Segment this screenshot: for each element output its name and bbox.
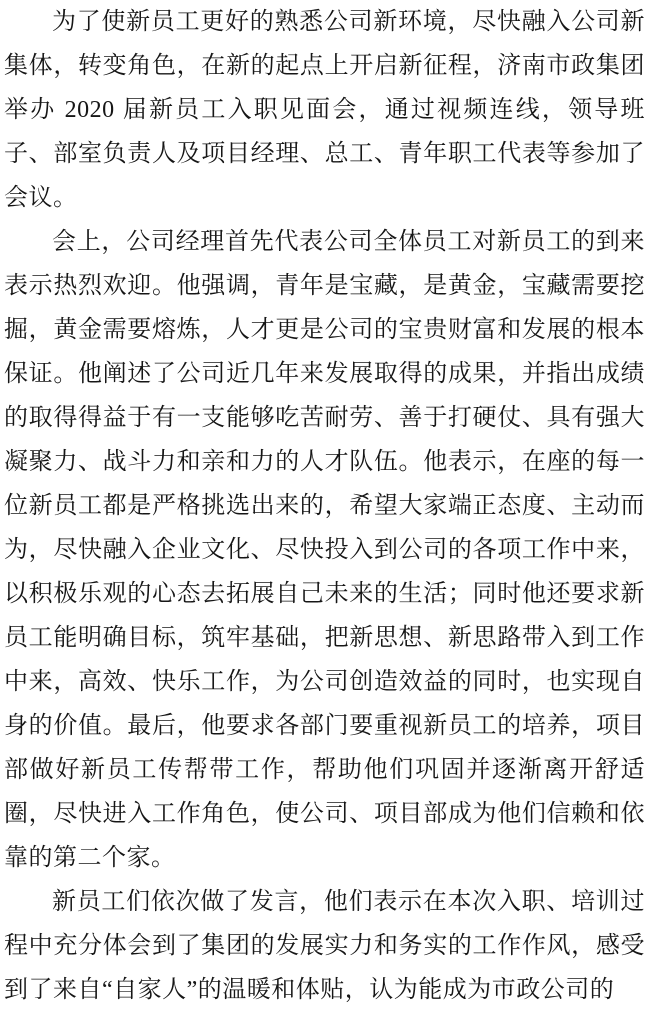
paragraph-intro: 为了使新员工更好的熟悉公司新环境，尽快融入公司新集体，转变角色，在新的起点上开启新征程，济南市政集团举办 2020 届新员工入职见面会，通过视频连线，领导班子、部室负责人及项目经理、总工、青年职工代表等参加了会议。 — [4, 9, 645, 211]
paragraph-manager-speech: 会上，公司经理首先代表公司全体员工对新员工的到来表示热烈欢迎。他强调，青年是宝藏，是黄金，宝藏需要挖掘，黄金需要熔炼，人才更是公司的宝贵财富和发展的根本保证。他阐述了公司近几年来发展取得的成果，并指出成绩的取得得益于有一支能够吃苦耐劳、善于打硬仗、具有强大凝聚力、战斗力和亲和力的人才队伍。他表示，在座的每一位新员工都是严格挑选出来的，希望大家端正态度、主动而为，尽快融入企业文化、尽快投入到公司的各项工作中来，以积极乐观的心态去拓展自己未来的生活；同时他还要求新员工能明确目标，筑牢基础，把新思想、新思路带入到工作中来，高效、快乐工作，为公司创造效益的同时，也实现自身的价值。最后，他要求各部门要重视新员工的培养，项目部做好新员工传帮带工作，帮助他们巩固并逐渐离开舒适圈，尽快进入工作角色，使公司、项目部成为他们信赖和依靠的第二个家。 — [4, 229, 645, 871]
paragraph-new-employees: 新员工们依次做了发言，他们表示在本次入职、培训过程中充分体会到了集团的发展实力和务实的工作作风，感受到了来自“自家人”的温暖和体贴，认为能成为市政公司的 — [4, 889, 645, 1003]
